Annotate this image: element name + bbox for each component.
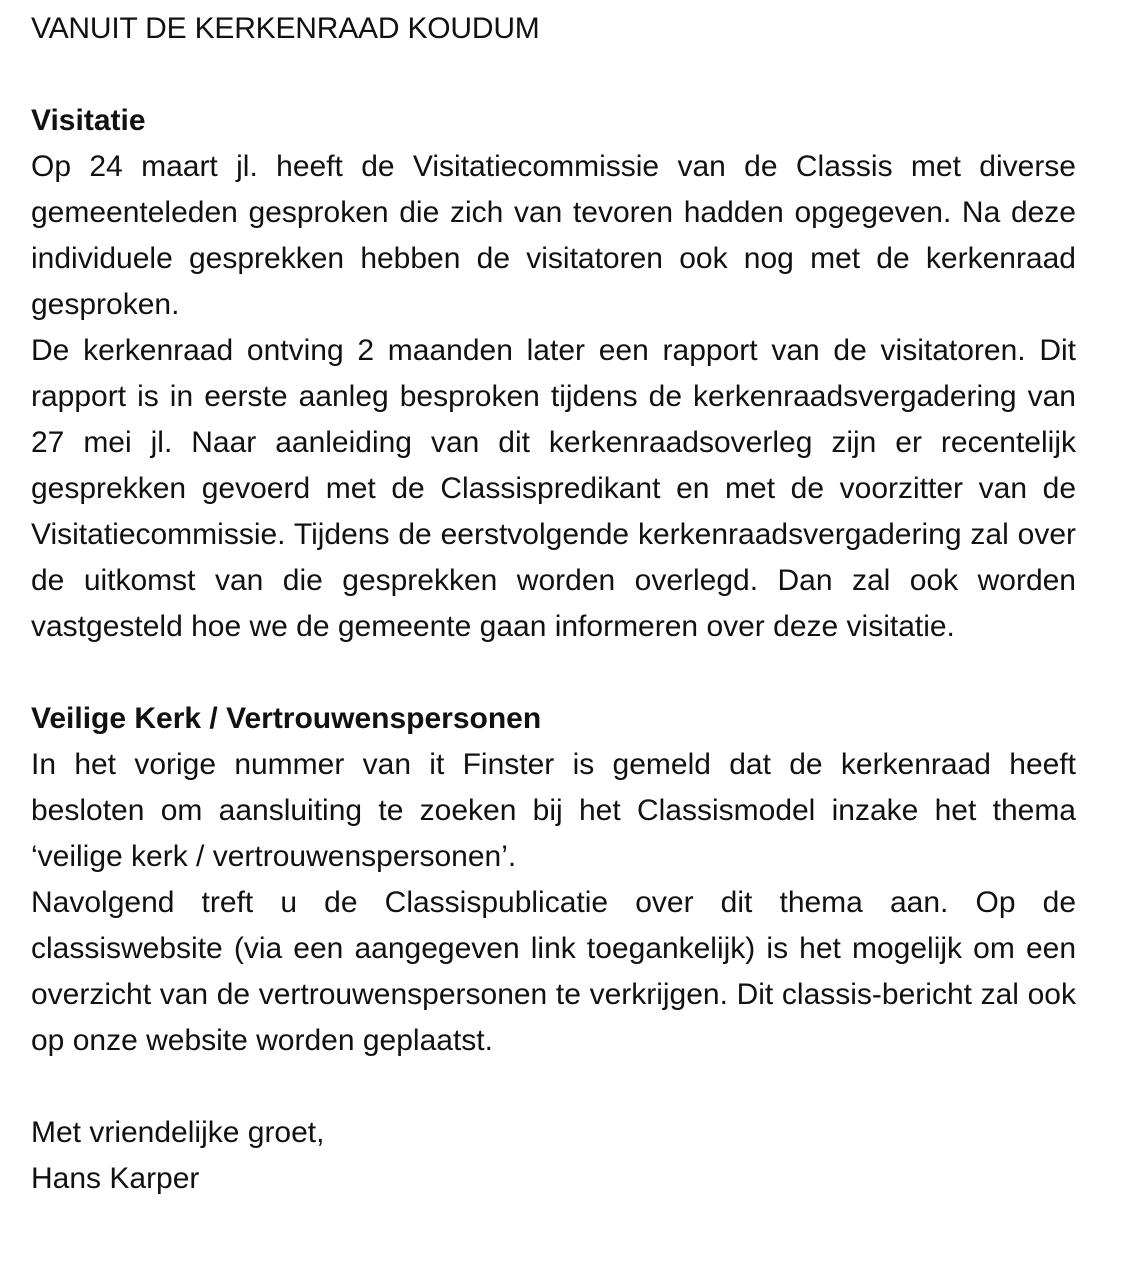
paragraph-visitatie-1: Op 24 maart jl. heeft de Visitatiecommissie van de Classis met diverse gemeenteleden gesproken die zich van tevoren hadden opgegeven. Na deze individuele gesprekken hebben de visitatoren ook nog met de kerkenraad gesproken. [31,150,1076,321]
spacer [31,52,1076,98]
paragraph-veilige-kerk-2: Navolgend treft u de Classispublicatie over dit thema aan. Op de classiswebsite (via een aangegeven link toegankelijk) is het mogelijk om een overzicht van de vertrouwenspersonen te verkrijgen. Dit classis-bericht zal ook op onze website worden geplaatst. [31,886,1076,1057]
spacer [31,1064,1076,1110]
spacer [31,650,1076,696]
section-heading-veilige-kerk: Veilige Kerk / Vertrouwenspersonen [31,702,542,735]
signature-name: Hans Karper [31,1162,200,1195]
document-title: VANUIT DE KERKENRAAD KOUDUM [31,12,540,45]
closing-greeting: Met vriendelijke groet, [31,1116,325,1149]
paragraph-veilige-kerk-1: In het vorige nummer van it Finster is gemeld dat de kerkenraad heeft besloten om aansluiting te zoeken bij het Classismodel inzake het thema ‘veilige kerk / vertrouwenspersonen’. [31,748,1076,873]
paragraph-visitatie-2: De kerkenraad ontving 2 maanden later een rapport van de visitatoren. Dit rapport is in eerste aanleg besproken tijdens de kerkenraadsvergadering van 27 mei jl. Naar aanleiding van dit kerkenraadsoverleg zijn er recentelijk gesprekken gevoerd met de Classispredikant en met de voorzitter van de Visitatiecommissie. Tijdens de eerstvolgende kerkenraadsvergadering zal over de uitkomst van die gesprekken worden overlegd. Dan zal ook worden vastgesteld hoe we de gemeente gaan informeren over deze visitatie. [31,334,1076,643]
document [31,6,1076,1202]
section-heading-visitatie: Visitatie [31,104,146,137]
